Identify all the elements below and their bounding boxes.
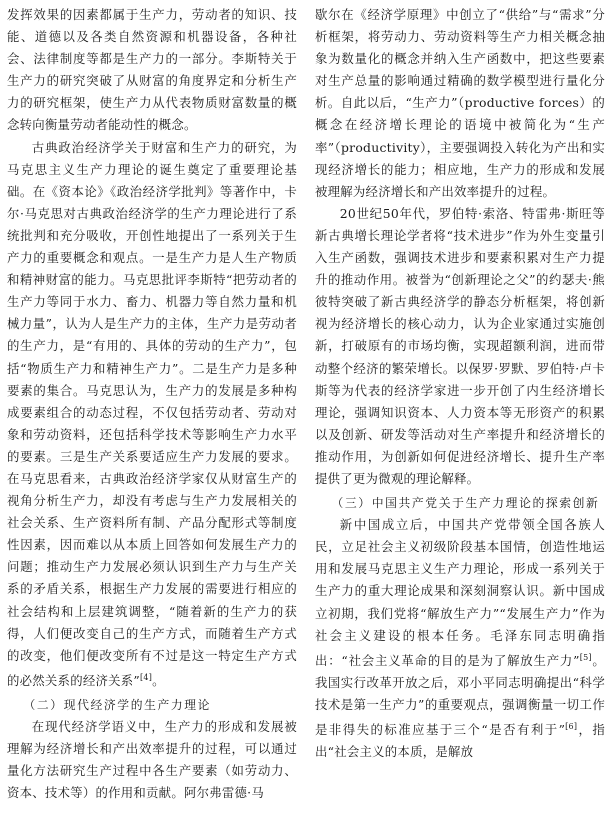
citation: [4]	[140, 672, 153, 682]
paragraph-text: 古典政治经济学关于财富和生产力的研究，为马克思主义生产力理论的诞生奠定了重要理论基础。在《资本论》《政治经济学批判》等著作中，卡尔·马克思对古典政治经济学的生产力理论进行了系统批判和充分吸收，开创性地提出了一系列关于生产力的重要概念和观点。一是生产力是人生产物质和精神财富的能力。马克思批评李斯特“把劳动者的生产力等同于水力、畜力、机器力等自然力量和机械力量”，认为人是生产力的主体，生产力是劳动者的生产力，是“有用的、具体的劳动的生产力”，包括“物质生产力和精神生产力”。二是生产力是多种要素的集合。马克思认为，生产力的发展是多种构成要素组合的动态过程，不仅包括劳动者、劳动对象和劳动资料，还包括科学技术等影响生产力水平的要素。三是生产关系要适应生产力发展的要求。在马克思看来，古典政治经济学家仅从财富生产的视角分析生产力，却没有考虑与生产力发展相关的社会关系、生产资料所有制、产品分配形式等制度性因素，因而难以从本质上回答如何发展生产力的问题；推动生产力发展必须认识到生产力与生产关系的矛盾关系，根据生产力发展的需要进行相应的社会结构和上层建筑调整，“随着新的生产力的获得，人们便改变自己的生产方式，而随着生产方式的改变，他们便改变所有不过是这一特定生产方式的必然关系的经济关系”	[7, 139, 297, 688]
paragraph: 在现代经济学语义中，生产力的形成和发展被理解为经济增长和产出效率提升的过程，可以通过量化方法研究生产过程中各生产要素（如劳动力、资本、技术等）的作用和贡献。阿尔弗雷德·马	[7, 719, 297, 801]
paragraph	[315, 514, 605, 763]
citation: [6]	[565, 722, 578, 732]
paragraph-end: 。	[152, 672, 165, 688]
left-column	[7, 4, 297, 838]
paragraph	[7, 137, 297, 692]
paragraph-text: 新中国成立后，中国共产党带领全国各族人民，立足社会主义初级阶段基本国情，创造性地运用和发展马克思主义生产力理论，形成一系列关于生产力的重大理论成果和深刻洞察认识。新中国成立初期，我们党将“解放生产力”“发展生产力”作为社会主义建设的根本任务。毛泽东同志明确指出：“社会主义革命的目的是为了解放生产力”	[315, 517, 605, 668]
citation: [5]	[579, 652, 592, 662]
section-heading: （三）中国共产党关于生产力理论的探索创新	[331, 496, 600, 511]
right-column	[315, 4, 605, 838]
section-heading: （二）现代经济学的生产力理论	[23, 698, 212, 713]
paragraph: 发挥效果的因素都属于生产力，劳动者的知识、技能、道德以及各类自然资源和机器设备，各种社会、法律制度等都是生产力的一部分。李斯特关于生产力的研究突破了从财富的角度界定和分析生产力的研究框架，使生产力从代表物质财富数量的概念转向衡量劳动者能动性的概念。	[7, 7, 297, 133]
paragraph-text: ，指出“社会主义的本质，是解放	[315, 722, 606, 760]
paragraph: 20世纪50年代，罗伯特·索洛、特雷弗·斯旺等新古典增长理论学者将“技术进步”作为外生变量引入生产函数，强调技术进步和要素积累对生产力提升的推动作用。被誉为“创新理论之父”的约瑟夫·熊彼特突破了新古典经济学的静态分析框架，将创新视为经济增长的核心动力，认为企业家通过实施创新，打破原有的市场均衡，实现超额利润，进而带动整个经济的繁荣增长。以保罗·罗默、罗伯特·卢卡斯等为代表的经济学家进一步开创了内生经济增长理论，强调知识资本、人力资本等无形资产的积累以及创新、研发等活动对生产率提升和经济增长的推动作用，为创新如何促进经济增长、提升生产率提供了更为微观的理论解释。	[315, 205, 605, 486]
paragraph-text: 。我国实行改革开放之后，邓小平同志明确提出“科学技术是第一生产力”的重要观点，强调衡量一切工作是非得失的标准应基于三个“是否有利于”	[315, 652, 606, 738]
paragraph: 歇尔在《经济学原理》中创立了“供给”与“需求”分析框架，将劳动力、劳动资料等生产力相关概念抽象为数量化的概念并纳入生产函数中，把这些要素对生产总量的影响通过精确的数学模型进行量化分析。自此以后，“生产力”（productive forces）的概念在经济增长理论的语境中被简化为“生产率”（productivity），主要强调投入转化为产出和实现经济增长的能力；相应地，生产力的形成和发展被理解为经济增长和产出效率提升的过程。	[315, 7, 605, 199]
